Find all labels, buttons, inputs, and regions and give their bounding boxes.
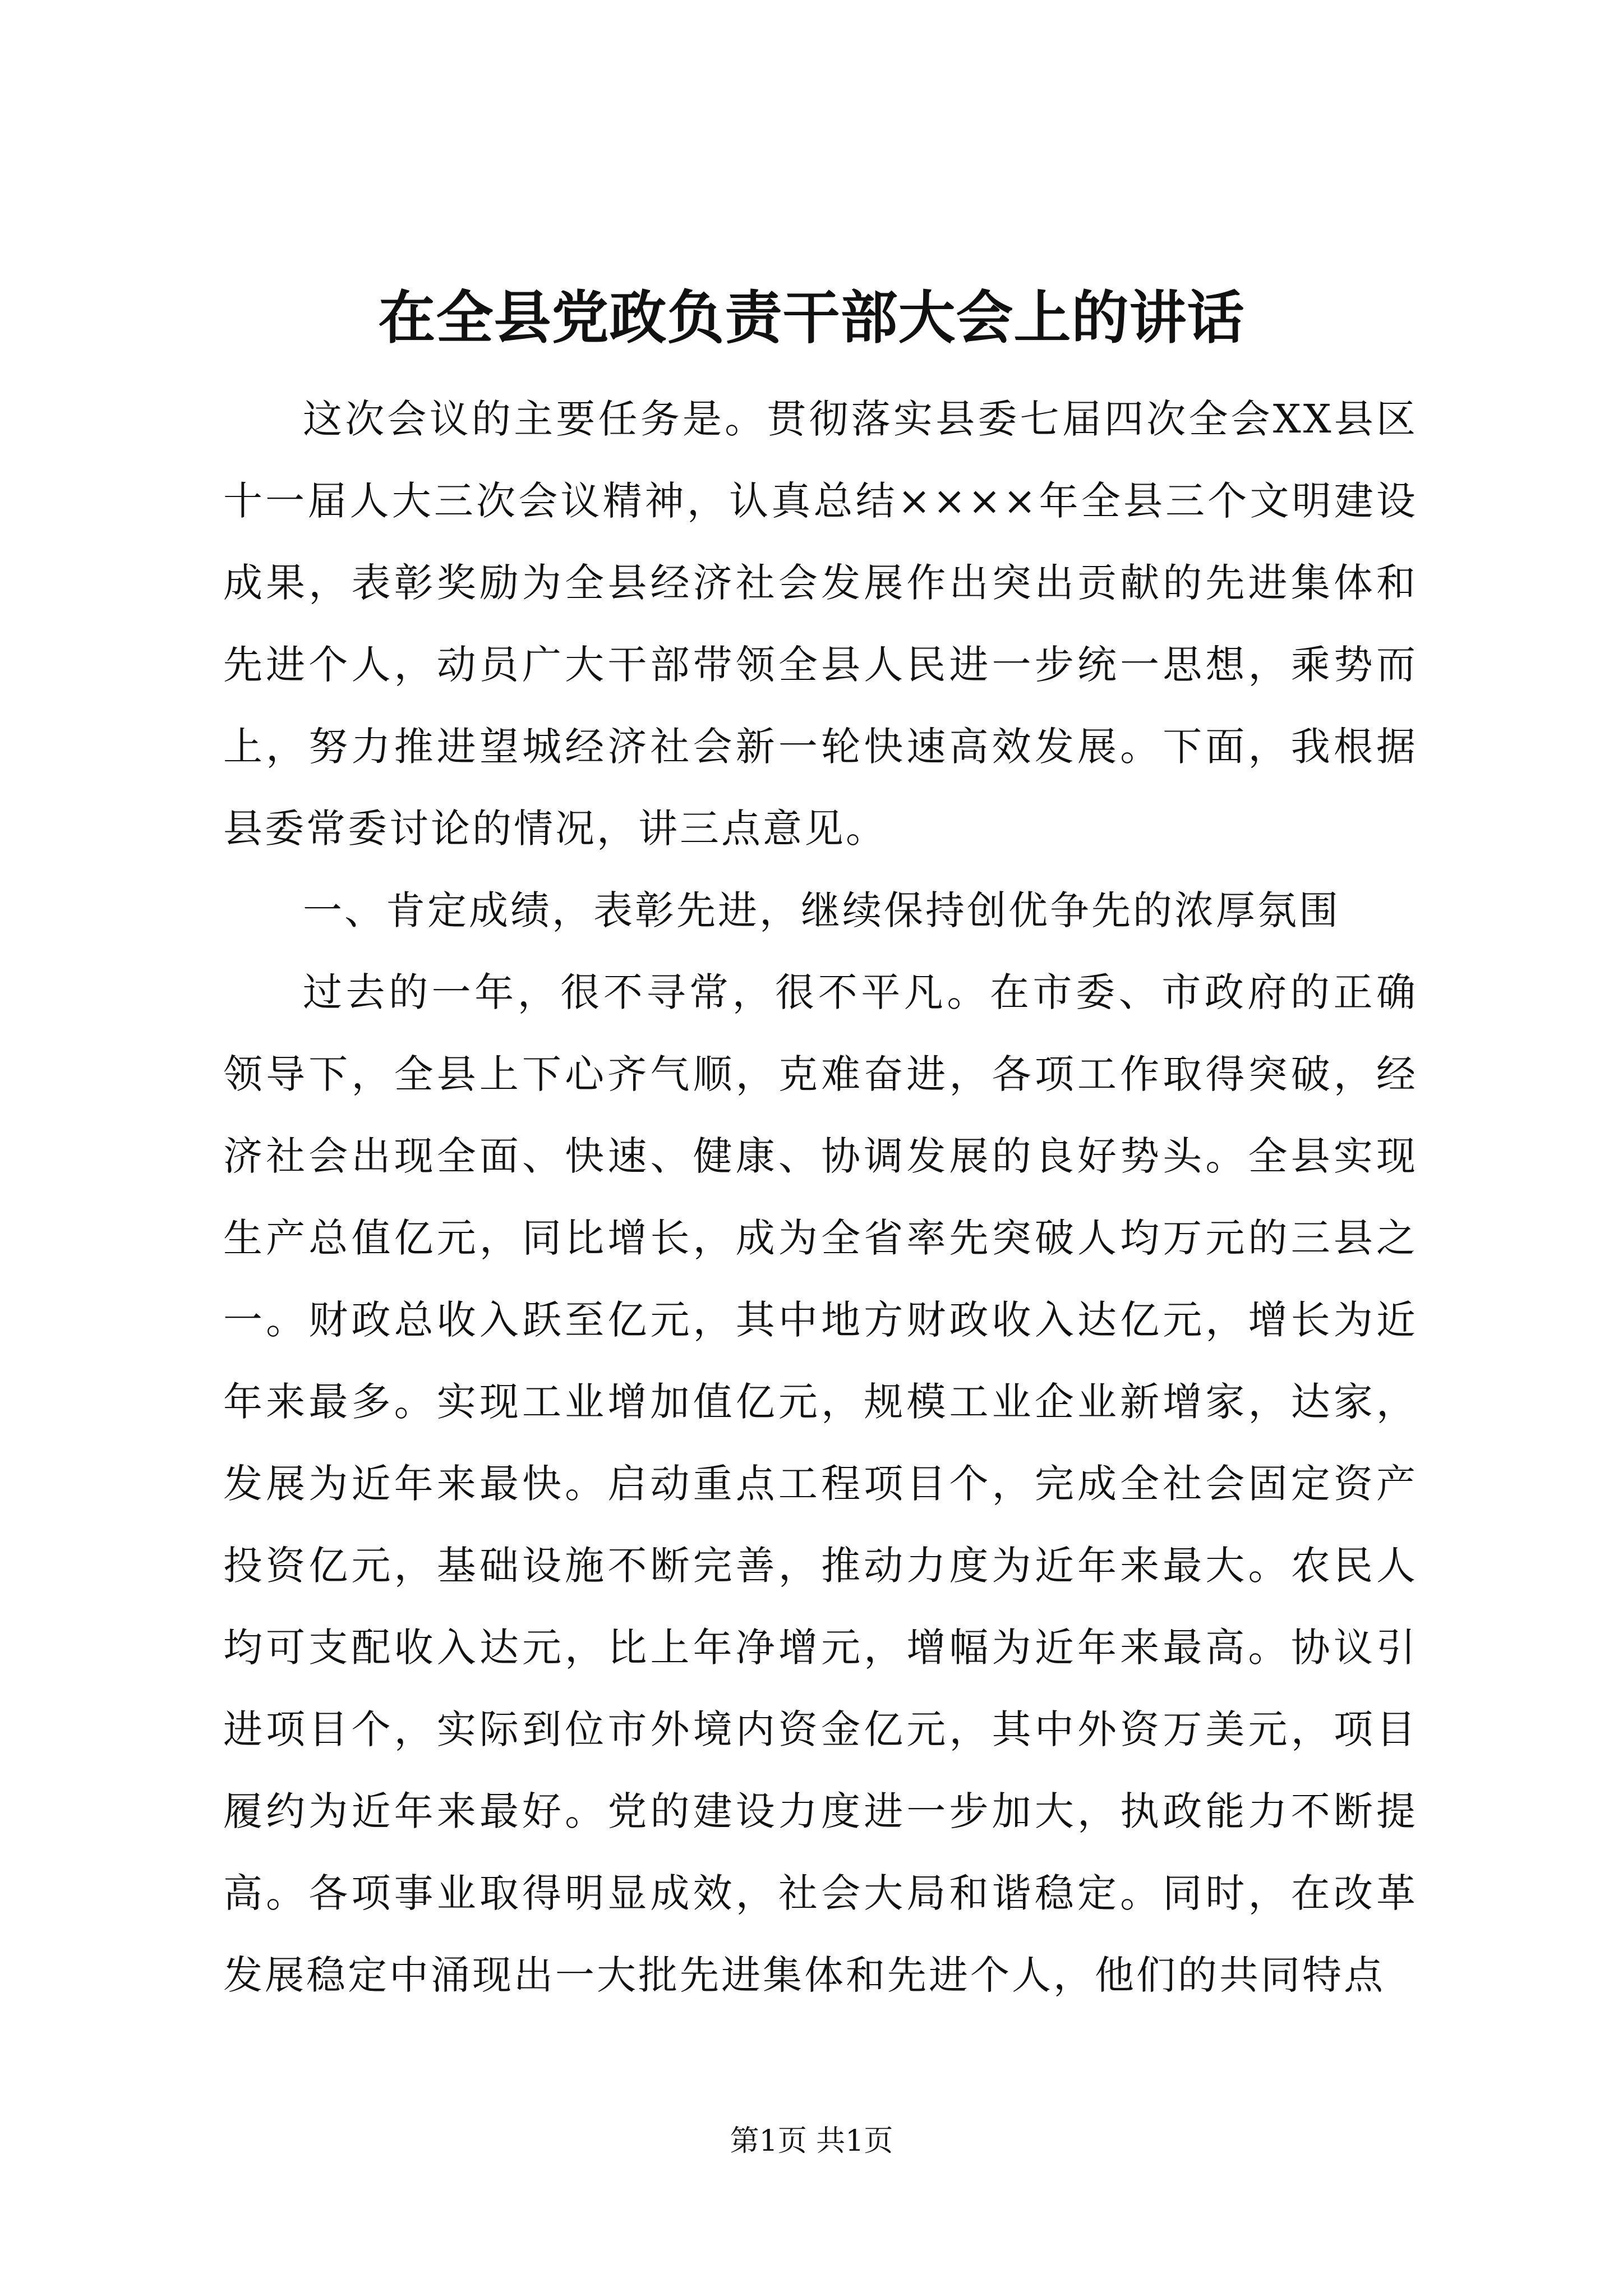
document-title: 在全县党政负责干部大会上的讲话 (378, 284, 1245, 352)
document-body (223, 378, 1418, 2016)
intro-paragraph: 这次会议的主要任务是。贯彻落实县委七届四次全会XX县区十一届人大三次会议精神，认真总结××××年全县三个文明建设成果，表彰奖励为全县经济社会发展作出突出贡献的先进集体和先进个人，动员广大干部带领全县人民进一步统一思想，乘势而上，努力推进望城经济社会新一轮快速高效发展。下面，我根据县委常委讨论的情况，讲三点意见。 (223, 396, 1418, 852)
page-footer: 第1页 共1页 (730, 2124, 893, 2158)
section-heading: 一、肯定成绩，表彰先进，继续保持创优争先的浓厚氛围 (303, 887, 1340, 933)
achievements-paragraph: 过去的一年，很不寻常，很不平凡。在市委、市政府的正确领导下，全县上下心齐气顺，克难奋进，各项工作取得突破，经济社会出现全面、快速、健康、协调发展的良好势头。全县实现生产总值亿元，同比增长，成为全省率先突破人均万元的三县之一。财政总收入跃至亿元，其中地方财政收入达亿元，增长为近年来最多。实现工业增加值亿元，规模工业企业新增家，达家，发展为近年来最快。启动重点工程项目个，完成全社会固定资产投资亿元，基础设施不断完善，推动力度为近年来最大。农民人均可支配收入达元，比上年净增元，增幅为近年来最高。协议引进项目个，实际到位市外境内资金亿元，其中外资万美元，项目履约为近年来最好。党的建设力度进一步加大，执政能力不断提高。各项事业取得明显成效，社会大局和谐稳定。同时，在改革发展稳定中涌现出一大批先进集体和先进个人，他们的共同特点 (223, 969, 1418, 1998)
